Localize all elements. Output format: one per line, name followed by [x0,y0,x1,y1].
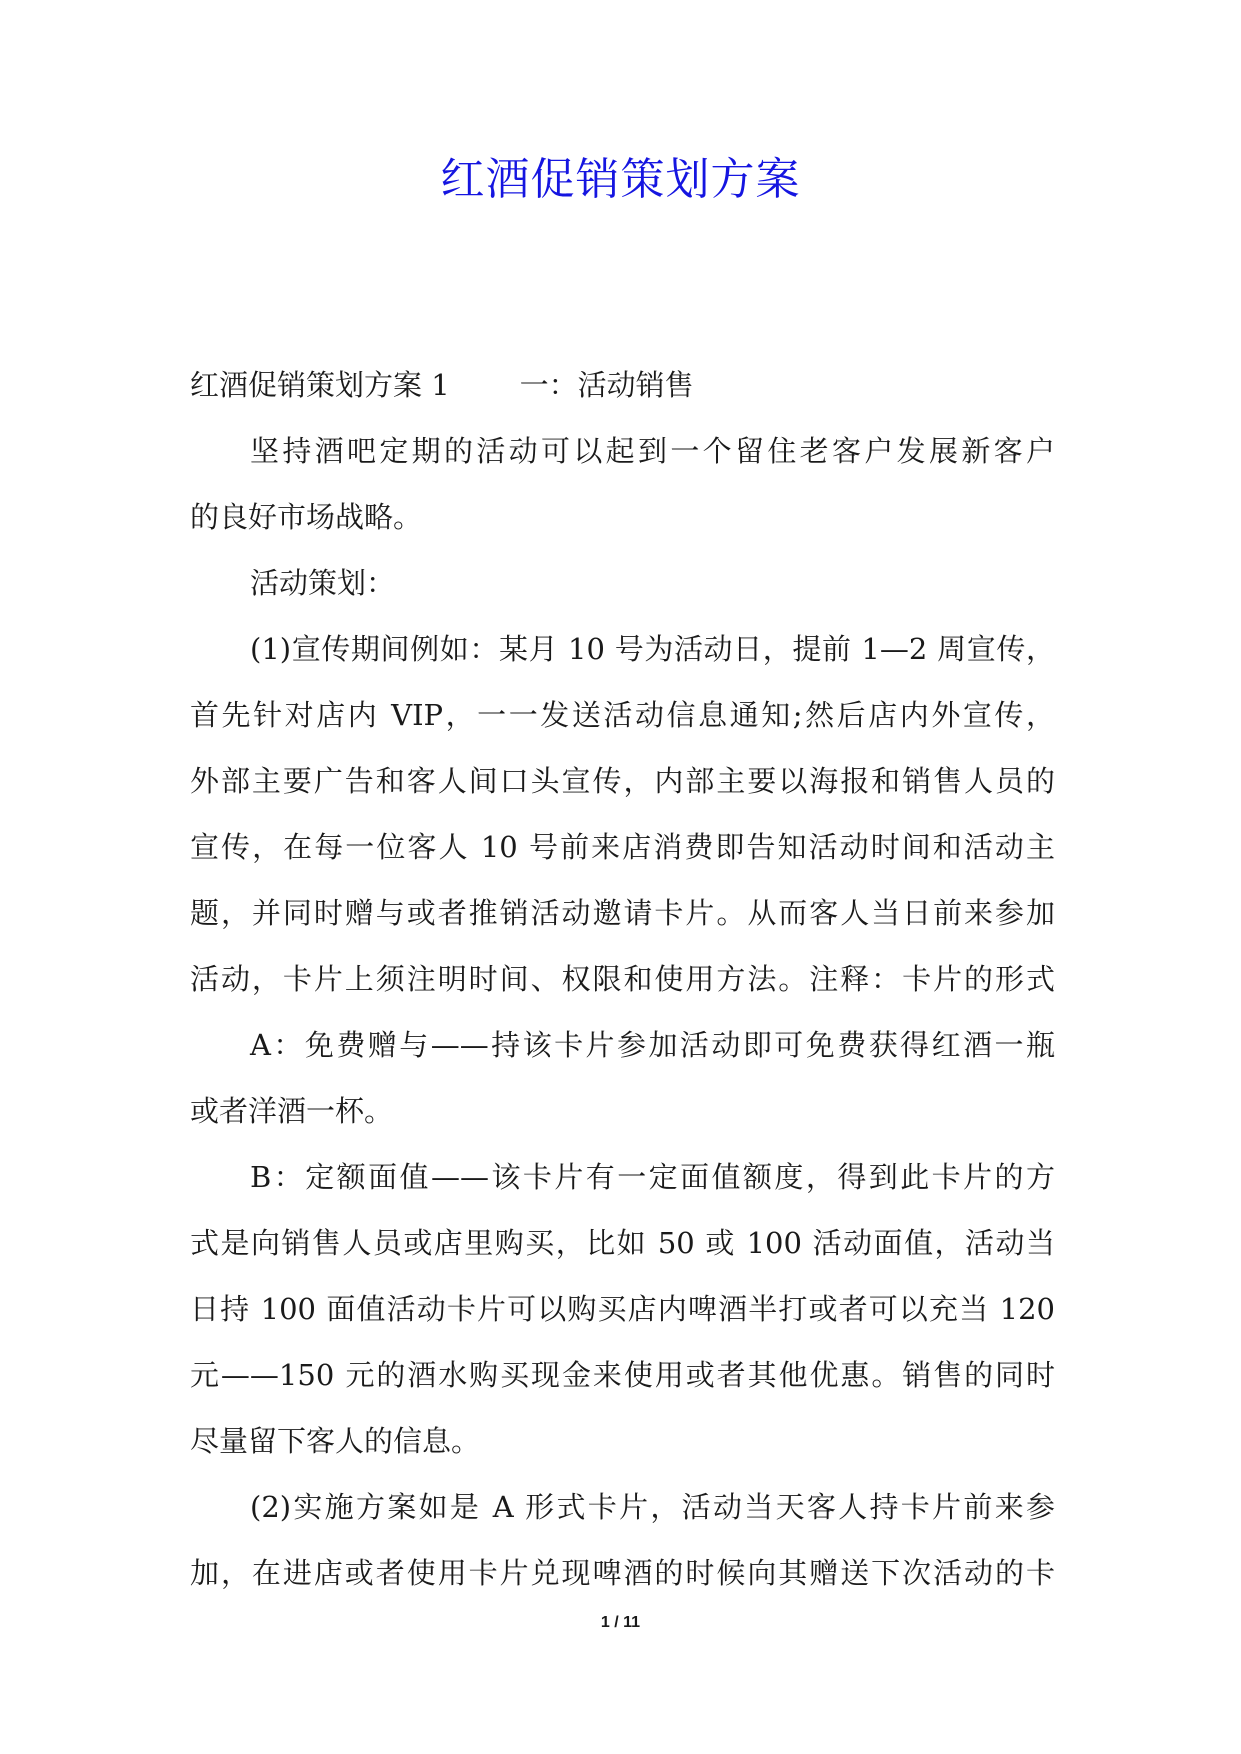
body-line: 坚持酒吧定期的活动可以起到一个留住老客户发展新客户 [250,434,1055,468]
body-line: 宣传，在每一位客人 10 号前来店消费即告知活动时间和活动主 [190,830,1055,864]
body-line: 元——150 元的酒水购买现金来使用或者其他优惠。销售的同时 [190,1358,1055,1392]
body-line: (2)实施方案如是 A 形式卡片，活动当天客人持卡片前来参 [250,1490,1055,1524]
section-heading-line [190,352,1055,418]
body-line: 外部主要广告和客人间口头宣传，内部主要以海报和销售人员的 [190,764,1055,798]
body-line: 活动，卡片上须注明时间、权限和使用方法。注释：卡片的形式 [190,962,1055,996]
body-line: 式是向销售人员或店里购买，比如 50 或 100 活动面值，活动当 [190,1226,1055,1260]
section-heading-left: 红酒促销策划方案 1 [190,368,450,402]
body-line: B：定额面值——该卡片有一定面值额度，得到此卡片的方 [250,1160,1055,1194]
body-line: 加，在进店或者使用卡片兑现啤酒的时候向其赠送下次活动的卡 [190,1556,1055,1590]
document-body [190,352,1055,1606]
body-line: 首先针对店内 VIP，一一发送活动信息通知;然后店内外宣传， [190,698,1055,732]
body-line: 尽量留下客人的信息。 [190,1424,481,1458]
body-line: 日持 100 面值活动卡片可以购买店内啤酒半打或者可以充当 120 [190,1292,1055,1326]
body-line: A：免费赠与——持该卡片参加活动即可免费获得红酒一瓶 [250,1028,1055,1062]
document-title: 红酒促销策划方案 [440,154,801,205]
body-line: 活动策划： [250,566,396,600]
body-line: 的良好市场战略。 [190,500,423,534]
body-line: 题，并同时赠与或者推销活动邀请卡片。从而客人当日前来参加 [190,896,1055,930]
section-heading-right: 一：活动销售 [519,368,694,402]
body-line: 或者洋酒一杯。 [190,1094,394,1128]
page-number: 1 / 11 [600,1614,641,1631]
body-line: (1)宣传期间例如：某月 10 号为活动日，提前 1—2 周宣传， [250,632,1055,666]
